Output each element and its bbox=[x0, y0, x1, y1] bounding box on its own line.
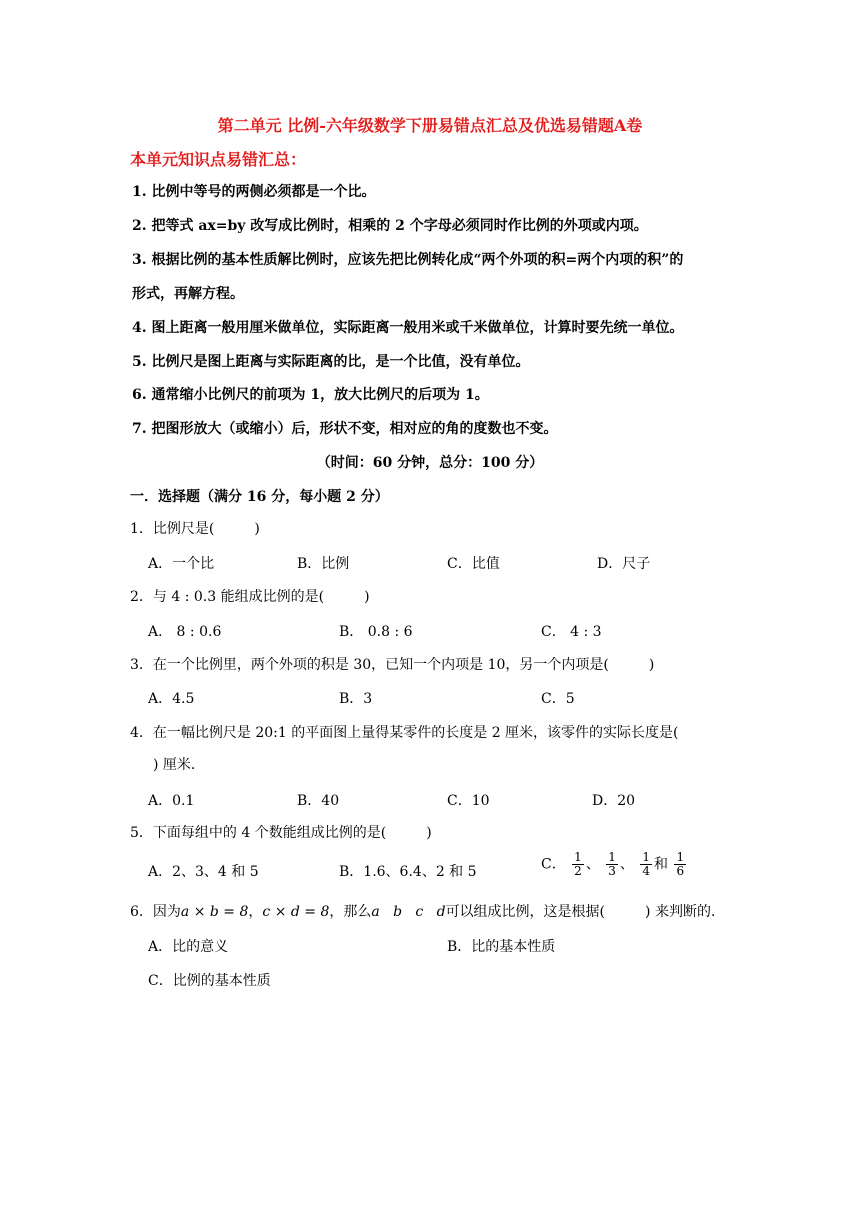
equation-ab: a × b = 8 bbox=[180, 904, 249, 920]
question-3-stem: 3．在一个比例里，两个外项的积是 30，已知一个内项是 10，另一个内项是( bbox=[130, 657, 609, 673]
q2-option-b[interactable]: B． 0.8 : 6 bbox=[339, 624, 413, 640]
q5-option-a[interactable]: A．2、3、4 和 5 bbox=[148, 864, 259, 880]
q1-option-a[interactable]: A．一个比 bbox=[148, 556, 215, 572]
fraction-one-quarter: $\frac{1}{4}$ bbox=[642, 850, 650, 878]
q2-option-a[interactable]: A． 8 : 0.6 bbox=[148, 624, 222, 640]
point-3: 3. 根据比例的基本性质解比例时，应该先把比例转化成“两个外项的积=两个内项的积”的 bbox=[132, 252, 684, 268]
equation-cd: c × d = 8 bbox=[262, 904, 330, 920]
variables-abcd: a b c d bbox=[371, 904, 446, 920]
point-6: 6. 通常缩小比例尺的前项为 1，放大比例尺的后项为 1。 bbox=[132, 387, 489, 403]
question-3-close: ) bbox=[648, 657, 655, 673]
q6-option-a[interactable]: A．比的意义 bbox=[148, 939, 229, 955]
q5-option-c[interactable]: C． $\frac{1}{2}$ 、 $\frac{1}{3}$ 、 $\frac{1}{4}$ 和 $\frac{1}{6}$ bbox=[541, 850, 685, 878]
fraction-one-half: $\frac{1}{2}$ bbox=[574, 850, 582, 878]
question-6: 6．因为a × b = 8，c × d = 8，那么a b c d可以组成比例，这是根据( ) 来判断的． bbox=[130, 904, 725, 920]
question-5-close: ) bbox=[426, 825, 432, 841]
question-1-stem: 1．比例尺是( bbox=[130, 521, 215, 537]
q1-option-c[interactable]: C．比值 bbox=[447, 556, 500, 572]
question-2-close: ) bbox=[364, 589, 370, 605]
q5-option-b[interactable]: B．1.6、6.4、2 和 5 bbox=[339, 864, 477, 880]
q4-option-b[interactable]: B．40 bbox=[297, 793, 340, 809]
point-2: 2. 把等式 ax=by 改写成比例时，相乘的 2 个字母必须同时作比例的外项或内项。 bbox=[132, 218, 648, 234]
question-1 bbox=[130, 518, 260, 538]
point-4: 4. 图上距离一般用厘米做单位，实际距离一般用米或千米做单位，计算时要先统一单位。 bbox=[132, 320, 684, 336]
q2-option-c[interactable]: C． 4 : 3 bbox=[541, 624, 602, 640]
question-2-stem: 2．与 4 : 0.3 能组成比例的是( bbox=[130, 589, 325, 605]
q4-option-d[interactable]: D．20 bbox=[592, 793, 636, 809]
question-4-continued: ) 厘米． bbox=[153, 757, 205, 773]
question-4-stem: 4．在一幅比例尺是 20:1 的平面图上量得某零件的长度是 2 厘米，该零件的实际长度是( bbox=[130, 725, 679, 741]
point-7: 7. 把图形放大（或缩小）后，形状不变，相对应的角的度数也不变。 bbox=[132, 421, 558, 437]
fraction-one-sixth: $\frac{1}{6}$ bbox=[676, 850, 685, 878]
question-1-close: ) bbox=[254, 521, 260, 537]
q1-option-b[interactable]: B．比例 bbox=[297, 556, 350, 572]
point-3-continued: 形式，再解方程。 bbox=[132, 286, 244, 302]
q6-option-b[interactable]: B．比的基本性质 bbox=[447, 939, 556, 955]
point-1: 1. 比例中等号的两侧必须都是一个比。 bbox=[132, 184, 376, 200]
q4-option-c[interactable]: C．10 bbox=[447, 793, 490, 809]
point-5: 5. 比例尺是图上距离与实际距离的比，是一个比值，没有单位。 bbox=[132, 354, 530, 370]
question-3 bbox=[130, 654, 654, 674]
fraction-one-third: $\frac{1}{3}$ bbox=[608, 850, 616, 878]
q5-option-c-label: C． bbox=[541, 856, 566, 873]
q4-option-a[interactable]: A．0.1 bbox=[148, 793, 195, 809]
q6-option-c[interactable]: C．比例的基本性质 bbox=[148, 973, 271, 989]
q3-option-a[interactable]: A．4.5 bbox=[148, 691, 195, 707]
question-2 bbox=[130, 586, 370, 606]
q3-option-c[interactable]: C．5 bbox=[541, 691, 575, 707]
section-heading: 一．选择题（满分 16 分，每小题 2 分） bbox=[130, 489, 389, 505]
summary-heading: 本单元知识点易错汇总： bbox=[130, 150, 307, 169]
question-5-stem: 5．下面每组中的 4 个数能组成比例的是( bbox=[130, 825, 387, 841]
worksheet-title: 第二单元 比例-六年级数学下册易错点汇总及优选易错题A卷 bbox=[217, 116, 643, 135]
question-5 bbox=[130, 822, 432, 842]
q1-option-d[interactable]: D．尺子 bbox=[597, 556, 651, 572]
time-info: （时间：60 分钟，总分：100 分） bbox=[316, 455, 544, 471]
q3-option-b[interactable]: B．3 bbox=[339, 691, 373, 707]
